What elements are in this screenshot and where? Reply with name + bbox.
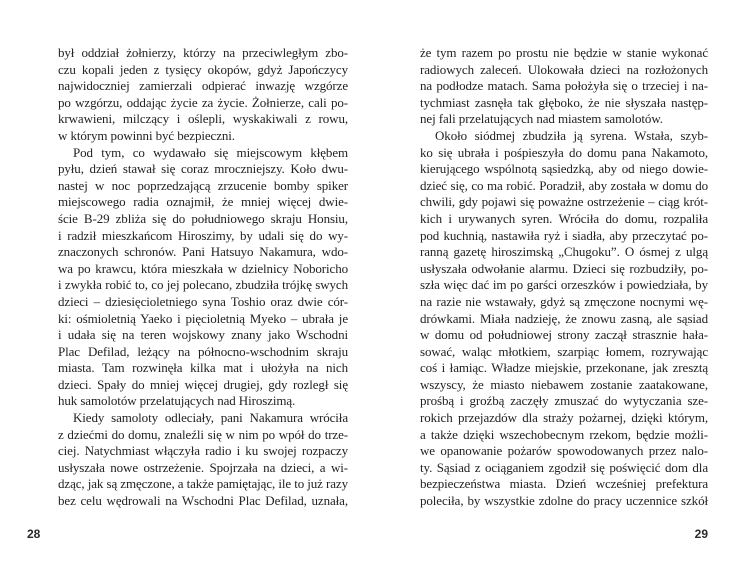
text-line: nej fali przelatujących nad miastem samolotów. xyxy=(420,111,663,127)
text-line: rokich przejazdów dla straży pożarnej, dzięki którym, xyxy=(420,410,708,426)
text-line: dząc, jak są zmęczone, a także pamiętając, ile to już razy xyxy=(58,476,348,492)
text-line: Kiedy samoloty odleciały, pani Nakamura wróciła xyxy=(73,410,348,426)
text-line: dzieć się, co ma robić. Poradził, aby została w domu do xyxy=(420,177,708,193)
text-line: wa po krawcu, która mieszkała w dzielnicy Noboricho xyxy=(58,260,348,276)
text-line: czu kopali jeden z tysięcy okopów, gdyż Japończycy xyxy=(58,61,348,77)
text-line: wszyscy, że miasto niebawem zostanie zaatakowane, xyxy=(420,376,708,392)
page-right-number: 29 xyxy=(694,527,708,541)
text-line: kierującego wspólnotą sąsiedzką, aby od niego dowie- xyxy=(420,161,708,177)
text-line: nastej w noc poprzedzającą zrzucenie bomby spiker xyxy=(58,177,348,193)
text-line: ście B-29 zbliża się do południowego skraju Honsiu, xyxy=(58,210,348,226)
text-line: poleciła, by wszystkie zdolne do pracy uczennice szkół xyxy=(420,493,708,509)
text-line: pod kuchnią, nastawiła ryż i siadła, aby przeczytać po- xyxy=(420,227,708,243)
text-line: ciej. Natychmiast włączyła radio i ku swojej rozpaczy xyxy=(58,443,348,459)
text-line: a także dzięki wszechobecnym rzekom, będzie możli- xyxy=(420,426,708,442)
text-line: Około siódmej zbudziła ją syrena. Wstała, szyb- xyxy=(435,127,708,143)
text-line: na podłodze matach. Sama położyła się o trzeciej i na- xyxy=(420,78,708,94)
text-line: kich i urywanych syren. Wróciła do domu, rozpaliła xyxy=(420,210,708,226)
text-line: na razie nie wstawały, gdyż są zmęczone nocnymi wę- xyxy=(420,293,708,309)
text-line: miasta. Tam rozwinęła kilka mat i ułożyła na nich xyxy=(58,360,348,376)
page-left-number: 28 xyxy=(27,527,41,541)
text-line: coś i łamiąc. Władze miejskie, przekonane, jak zresztą xyxy=(420,360,708,376)
text-line: z dziećmi do domu, znaleźli się w nim po wpół do trze- xyxy=(58,426,348,442)
text-line: bez celu wędrowali na Wschodni Plac Defilad, uznała, xyxy=(58,493,348,509)
text-line: dzieci. Spały do mniej więcej drugiej, gdy rozległ się xyxy=(58,376,348,392)
text-line: szła więc dać im po garści orzeszków i powiedziała, by xyxy=(420,277,708,293)
text-line: i udała się na teren wojskowy znany jako Wschodni xyxy=(58,327,348,343)
text-line: znaczonych schronów. Pani Hatsuyo Nakamura, wdo- xyxy=(58,244,348,260)
page-left-text-column xyxy=(58,45,348,510)
text-line: ranną gazetę hiroszimską „Chugoku”. O ósmej z ulgą xyxy=(420,244,708,260)
text-line: miejscowego radia oznajmił, że mniej więcej dwie- xyxy=(58,194,348,210)
text-line: Pod tym, co wydawało się miejscowym kłębem xyxy=(73,144,348,160)
text-line: usłyszała nowe ostrzeżenie. Spojrzała na dzieci, a wi- xyxy=(58,459,348,475)
text-line: był oddział żołnierzy, którzy na przeciwległym zbo- xyxy=(58,45,348,60)
text-line: Plac Defilad, leżący na północno-wschodnim skraju xyxy=(58,343,348,359)
text-line: chwili, gdy pojawi się poważne ostrzeżenie – ciąg krót- xyxy=(420,194,708,210)
text-line: radiowych zaleceń. Ulokowała dzieci na rozłożonych xyxy=(420,61,708,77)
text-line: ty. Sąsiad z ociąganiem zgodził się poświęcić dom dla xyxy=(420,459,708,475)
text-line: po wzgórzu, oddając życie za życie. Żołnierze, cali po- xyxy=(58,94,348,110)
text-line: dzieci – dziesięcioletniego syna Toshio oraz dwie cór- xyxy=(58,293,348,309)
text-line: bezpieczeństwa miasta. Dzień wcześniej prefektura xyxy=(420,476,708,492)
text-line: sować, waląc młotkiem, szarpiąc łomem, rozrywając xyxy=(420,343,708,359)
text-line: drówkami. Miała nadzieję, że znowu zasną, ale sąsiad xyxy=(420,310,708,326)
text-line: prośbą i groźbą zaczęły zmuszać do wytyczania sze- xyxy=(420,393,708,409)
text-line: pyłu, dzień stawał się coraz mroczniejszy. Koło dwu- xyxy=(58,161,348,177)
text-line: huk samolotów przelatujących nad Hiroszimą. xyxy=(58,393,296,409)
text-line: usłyszała odwołanie alarmu. Dzieci się rozbudziły, po- xyxy=(420,260,708,276)
text-line: że tym razem po prostu nie będzie w stanie wykonać xyxy=(420,45,708,60)
text-line: ki: ośmioletnią Yaeko i pięcioletnią Myeko – ubrała je xyxy=(58,310,348,326)
text-line: krwawieni, milczący i oślepli, wyskakiwali z rowu, xyxy=(58,111,348,127)
text-line: najwidoczniej zamierzali odpierać inwazję wzgórze xyxy=(58,78,348,94)
text-line: we opanowanie pożarów spowodowanych przez nalo- xyxy=(420,443,708,459)
text-line: w którym powinni być bezpieczni. xyxy=(58,127,235,143)
text-line: i zwykła robić to, co jej polecano, zbudziła trójkę swych xyxy=(58,277,348,293)
text-line: i radził mieszkańcom Hiroszimy, by udali się do wy- xyxy=(58,227,348,243)
text-line: w domu od południowej strony zaczął strasznie hała- xyxy=(420,327,708,343)
page-right-text-column xyxy=(420,45,708,510)
text-line: tychmiast zasnęła tak głęboko, że nie słyszała następ- xyxy=(420,94,708,110)
text-line: ko się ubrała i pośpieszyła do domu pana Nakamoto, xyxy=(420,144,708,160)
